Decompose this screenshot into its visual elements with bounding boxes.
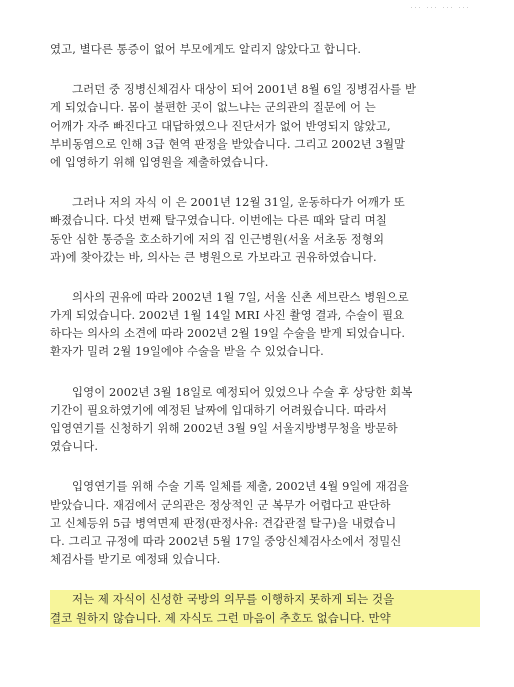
highlighted-paragraph xyxy=(50,590,480,626)
text-line: 였고, 별다른 통증이 없어 부모에게도 알리지 않았다고 합니다. xyxy=(50,42,362,56)
highlighted-text-line: 저는 제 자식이 신성한 국방의 의무를 이행하지 못하게 되는 것을 xyxy=(50,590,480,608)
paragraph-1 xyxy=(50,40,480,58)
text-line: 고 신체등위 5급 병역면제 판정(판정사유: 견갑관절 탈구)을 내렸습니 xyxy=(50,515,397,530)
text-line: 게 되었습니다. 몸이 불편한 곳이 없느냐는 군의관의 질문에 어 는 xyxy=(50,100,376,115)
fax-header-stamp: ... ... ... ... xyxy=(409,4,470,10)
text-line: 그러던 중 징병신체검사 대상이 되어 2001년 8월 6일 징병검사를 받 xyxy=(72,82,417,97)
text-line: 입영연기를 위해 수술 기록 일체를 제출, 2002년 4월 9일에 재검을 xyxy=(72,479,409,494)
text-line: 체검사를 받기로 예정돼 있습니다. xyxy=(50,552,221,567)
text-line: 다. 그리고 규정에 따라 2002년 5월 17일 중앙신체검사소에서 정밀신 xyxy=(50,533,402,548)
paragraph-4 xyxy=(50,288,480,361)
text-line: 환자가 밀려 2월 19일에야 수술을 받을 수 있었습니다. xyxy=(50,344,324,359)
text-line: 가게 되었습니다. 2002년 1월 14일 MRI 사진 촬영 결과, 수술이 필요 xyxy=(50,308,405,323)
paragraph-5 xyxy=(50,383,480,456)
text-line: 하다는 의사의 소견에 따라 2002년 2월 19일 수술을 받게 되었습니다. xyxy=(50,326,406,341)
text-line: 입영연기를 신청하기 위해 2002년 3월 9일 서울지방병무청을 방문하 xyxy=(50,421,398,435)
text-line: 빠졌습니다. 다섯 번째 탈구였습니다. 이번에는 다른 때와 달리 며칠 xyxy=(50,213,387,228)
highlighted-text-line: 결코 원하지 않습니다. 제 자식도 그런 마음이 추호도 없습니다. 만약 xyxy=(50,609,480,627)
text-line: 였습니다. xyxy=(50,439,99,454)
text-line: 부비동염으로 인해 3급 현역 판정을 받았습니다. 그리고 2002년 3월말 xyxy=(50,136,406,151)
text-line: 에 입영하기 위해 입영원을 제출하였습니다. xyxy=(50,154,269,169)
paragraph-6 xyxy=(50,477,480,568)
text-line: 과)에 찾아갔는 바, 의사는 큰 병원으로 가보라고 권유하였습니다. xyxy=(50,249,377,264)
text-line: 어깨가 자주 빠진다고 대답하였으나 진단서가 없어 반영되지 않았고, xyxy=(50,118,391,133)
text-line: 받았습니다. 재검에서 군의관은 정상적인 군 복무가 어렵다고 판단하 xyxy=(50,497,391,512)
text-line: 의사의 권유에 따라 2002년 1월 7일, 서울 신촌 세브란스 병원으로 xyxy=(72,289,409,304)
text-line: 그러나 저의 자식 이 은 2001년 12월 31일, 운동하다가 어깨가 또 xyxy=(72,195,405,210)
paragraph-2 xyxy=(50,80,480,171)
text-line: 동안 심한 통증을 호소하기에 저의 집 인근병원(서울 서초동 정형외 xyxy=(50,231,385,246)
document-page xyxy=(50,40,480,649)
text-line: 기간이 필요하였기에 예정된 날짜에 입대하기 어려웠습니다. 따라서 xyxy=(50,402,387,417)
text-line: 입영이 2002년 3월 18일로 예정되어 있었으나 수술 후 상당한 회복 xyxy=(72,384,413,399)
paragraph-3 xyxy=(50,193,480,266)
